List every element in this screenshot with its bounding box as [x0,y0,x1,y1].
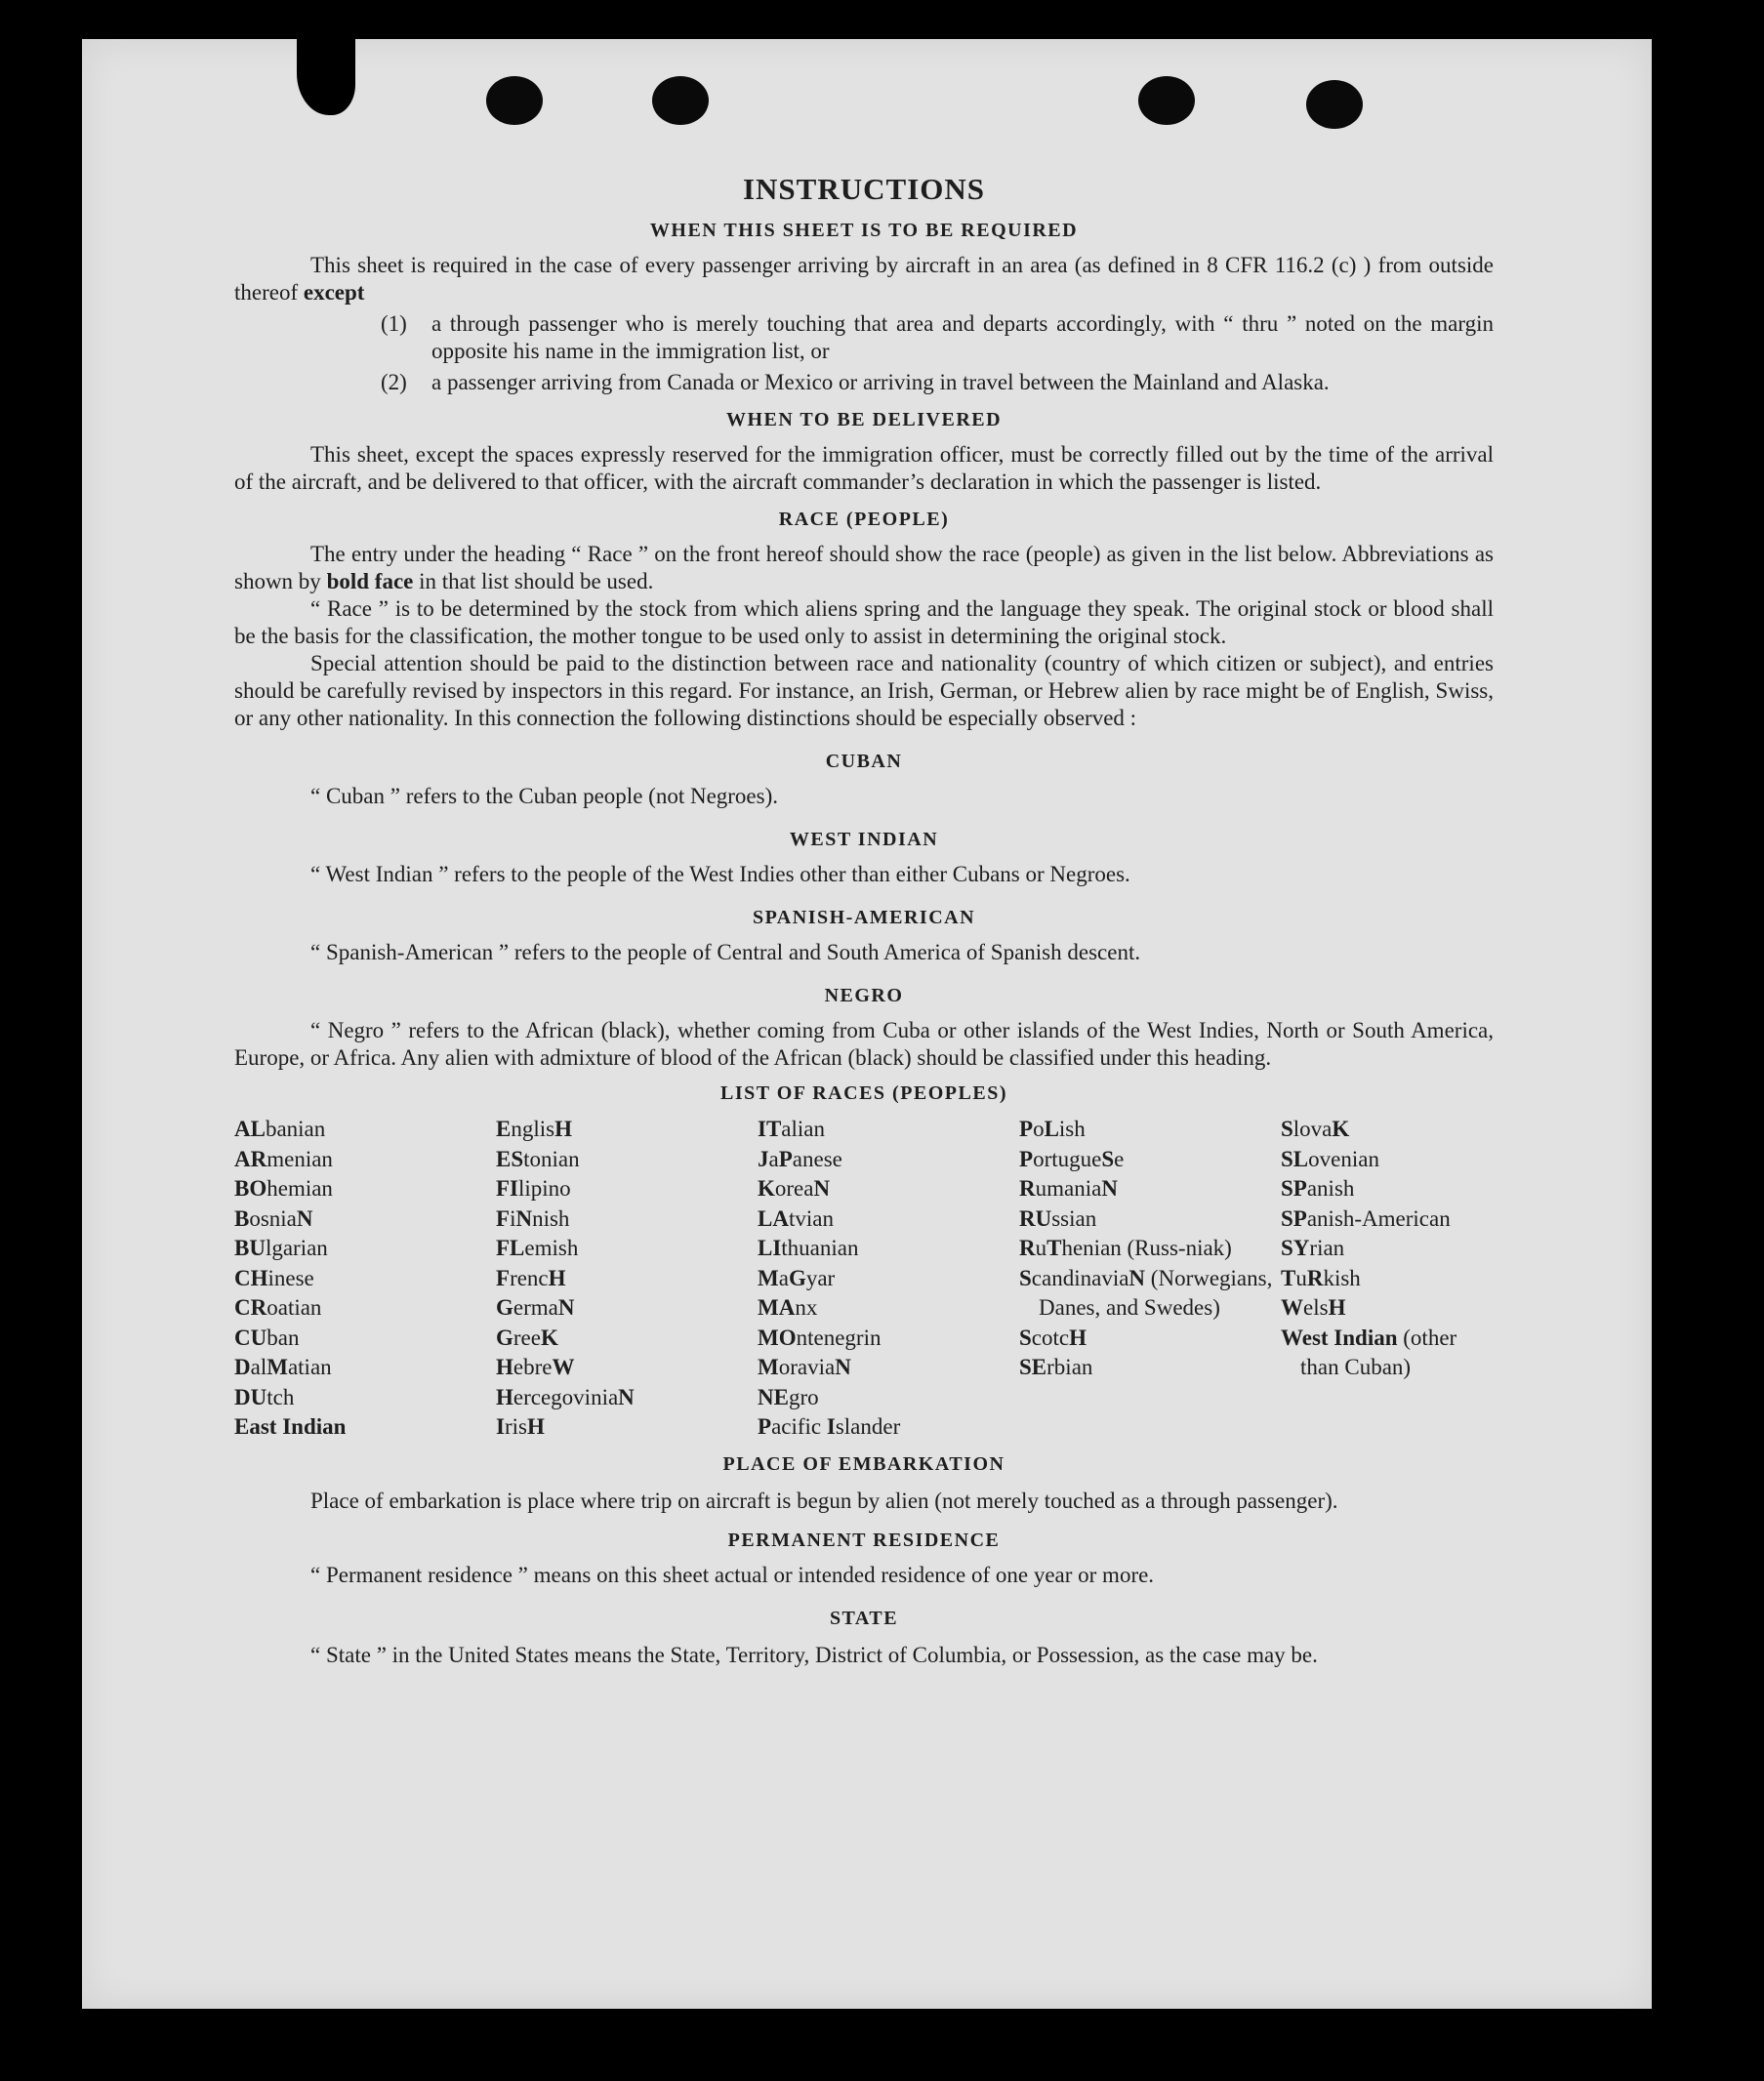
race-entry: East Indian [234,1414,347,1439]
race-entry: SErbian [1019,1355,1093,1379]
races-list [234,1115,1494,1443]
races-column [1281,1115,1496,1443]
races-column [496,1115,758,1443]
race-bold-text: bold face [326,569,414,593]
when-required-intro [234,252,1494,306]
race-entry: CHinese [234,1265,314,1290]
torn-corner [297,39,355,115]
race-entry: MoraviaN [758,1355,851,1379]
race-entry: EStonian [496,1146,580,1171]
punch-hole [652,76,709,125]
race-entry: PortugueSe [1019,1146,1125,1171]
races-column [234,1115,496,1443]
race-entry: TuRkish [1281,1265,1361,1290]
section-heading-negro: NEGRO [824,985,904,1006]
race-entry: JaPanese [758,1146,842,1171]
when-delivered-text: This sheet, except the spaces expressly reserved for the immigration officer, must be correctly filled out by the time of the arrival of the aircraft, and be delivered to that officer, with the aircraft commander’s declaration in which the passenger is listed. [234,442,1494,494]
race-paragraph-3: Special attention should be paid to the distinction between race and nationality (country of which citizen or subject), and entries should be carefully revised by inspectors in this regard. For instance, an Irish, German, or Hebrew alien by race might be of English, Swiss, or any other nationality. In this connection the following distinctions should be especially observed : [234,651,1494,730]
race-paragraph-2: “ Race ” is to be determined by the stock from which aliens spring and the language they speak. The original stock or blood shall be the basis for the classification, the mother tongue to be used only to assist in determining the original stock. [234,596,1494,648]
race-entry: ScandinaviaN (Norwegians, Danes, and Swedes) [1019,1265,1273,1320]
race-entry: SLovenian [1281,1146,1379,1171]
race-text: The entry under the heading “ Race ” on the front hereof should show the race (people) as given in the list below. Abbreviations as shown by [234,542,1494,593]
section-heading-residence: PERMANENT RESIDENCE [727,1529,1001,1551]
race-paragraph-1 [234,541,1494,595]
residence-text: “ Permanent residence ” means on this sheet actual or intended residence of one year or more. [310,1562,1155,1587]
intro-bold: except [303,280,365,305]
punch-hole [486,76,543,125]
race-entry: ScotcH [1019,1325,1087,1350]
section-heading-when-delivered: WHEN TO BE DELIVERED [725,409,1003,430]
negro-text: “ Negro ” refers to the African (black), whether coming from Cuba or other islands of the West Indies, North or South America, Europe, or Africa. Any alien with admixture of blood of the African (black) should be classified under this heading. [234,1018,1494,1070]
page-title: INSTRUCTIONS [742,172,985,206]
race-entry: CUban [234,1325,300,1350]
race-entry: ITalian [758,1117,825,1141]
race-entry: RUssian [1019,1205,1097,1231]
race-entry: LIthuanian [758,1236,859,1260]
race-entry: ARmenian [234,1146,333,1171]
race-entry: HercegoviniaN [496,1384,635,1409]
race-entry: MOntenegrin [758,1325,882,1350]
race-entry: DUtch [234,1384,295,1409]
state-text: “ State ” in the United States means the State, Territory, District of Columbia, or Possession, as the case may be. [310,1642,1318,1667]
race-entry: SPanish [1281,1176,1355,1201]
race-entry: West Indian (other than Cuban) [1281,1325,1457,1379]
race-entry: CRoatian [234,1295,322,1320]
race-entry: RumaniaN [1019,1176,1118,1201]
section-heading-west-indian: WEST INDIAN [789,829,939,850]
section-heading-race: RACE (PEOPLE) [778,509,950,530]
race-entry: DalMatian [234,1355,332,1379]
section-heading-state: STATE [829,1607,899,1629]
race-entry: WelsH [1281,1295,1346,1320]
item-text: a passenger arriving from Canada or Mexico or arriving in travel between the Mainland and Alaska. [431,370,1330,394]
intro-text: This sheet is required in the case of every passenger arriving by aircraft in an area (as defined in 8 CFR 116.2 (c) ) from outside thereof [234,253,1494,305]
punch-hole [1138,76,1195,125]
item-number: (2) [381,370,407,394]
race-entry: GreeK [496,1325,558,1350]
races-column [758,1115,1019,1443]
race-entry: BUlgarian [234,1236,328,1260]
section-heading-cuban: CUBAN [825,751,903,772]
race-entry: ALbanian [234,1117,326,1141]
cuban-text: “ Cuban ” refers to the Cuban people (not Negroes). [310,784,779,808]
race-entry: NEgro [758,1384,819,1409]
spanish-american-text: “ Spanish-American ” refers to the people of Central and South America of Spanish descent. [310,940,1141,964]
race-entry: PoLish [1019,1117,1086,1141]
race-text: in that list should be used. [413,569,654,593]
race-entry: GermaN [496,1295,575,1320]
race-entry: LAtvian [758,1205,834,1231]
instructions-content [234,172,1494,1671]
race-entry: KoreaN [758,1176,831,1201]
race-entry: FiNnish [496,1205,570,1231]
races-column [1019,1115,1281,1443]
item-number: (1) [381,311,407,336]
embarkation-text: Place of embarkation is place where trip on aircraft is begun by alien (not merely touched as a through passenger). [310,1488,1338,1513]
race-entry: RuThenian (Russ-niak) [1019,1236,1232,1260]
race-entry: BOhemian [234,1176,333,1201]
race-entry: HebreW [496,1355,575,1379]
race-entry: SPanish-American [1281,1205,1451,1231]
section-heading-embarkation: PLACE OF EMBARKATION [722,1452,1005,1475]
list-item [381,310,1494,365]
section-heading-when-required: WHEN THIS SHEET IS TO BE REQUIRED [649,220,1079,241]
race-entry: FLemish [496,1236,579,1260]
race-entry: SYrian [1281,1236,1345,1260]
race-entry: FIlipino [496,1176,571,1201]
race-entry: FrencH [496,1265,566,1290]
race-entry: MaGyar [758,1265,836,1290]
race-entry: MAnx [758,1295,818,1320]
race-entry: EnglisH [496,1117,572,1141]
section-heading-list-of-races: LIST OF RACES (PEOPLES) [719,1082,1007,1104]
race-entry: Pacific Islander [758,1414,901,1439]
list-item [381,369,1494,396]
race-entry: IrisH [496,1414,545,1439]
section-heading-spanish-american: SPANISH-AMERICAN [752,907,976,928]
race-entry: SlovaK [1281,1117,1350,1141]
punch-hole [1306,80,1363,129]
race-entry: BosniaN [234,1205,313,1231]
west-indian-text: “ West Indian ” refers to the people of the West Indies other than either Cubans or Negroes. [310,862,1130,886]
item-text: a through passenger who is merely touching that area and departs accordingly, with “ thru ” noted on the margin opposite his name in the immigration list, or [431,311,1494,363]
